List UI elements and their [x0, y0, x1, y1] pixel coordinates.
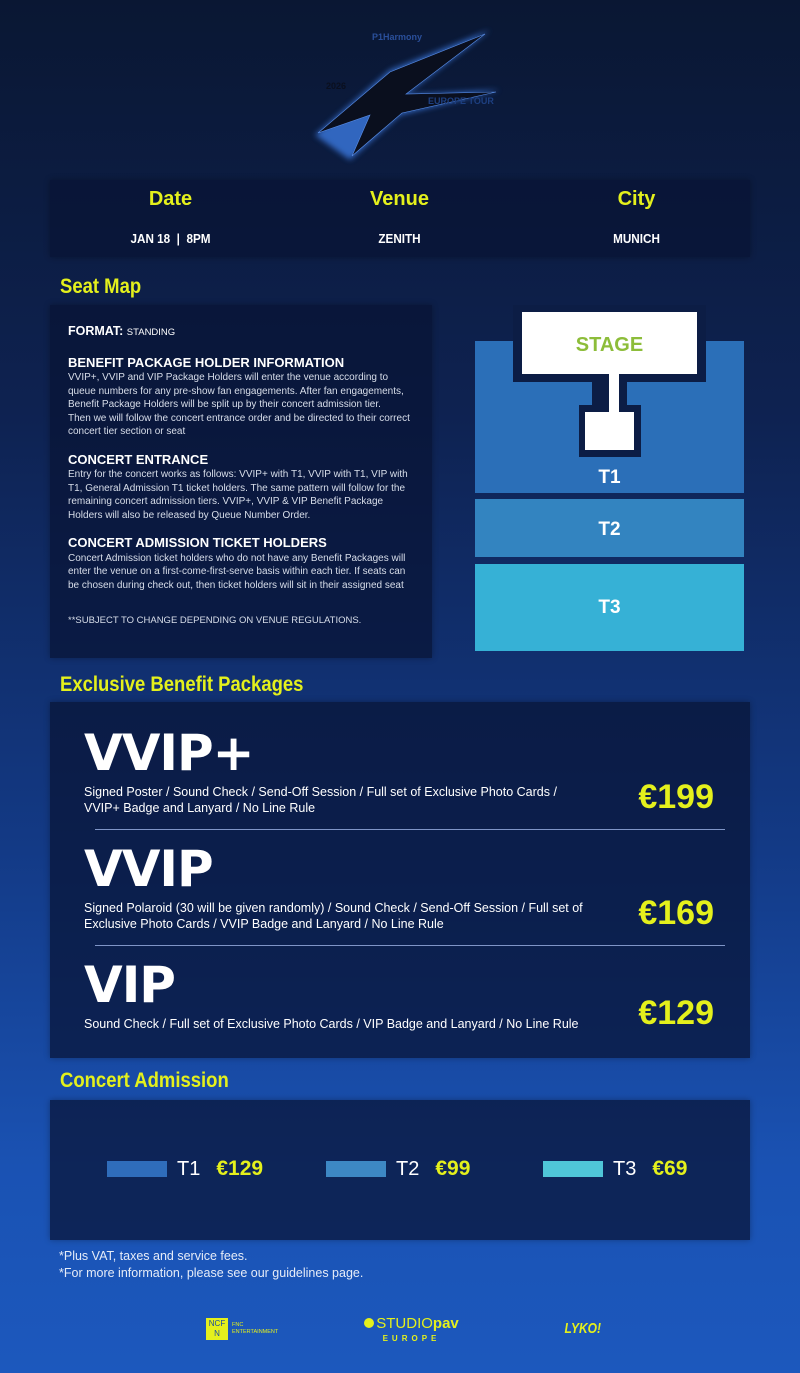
format-label: FORMAT:: [68, 324, 124, 338]
packages-panel: [50, 702, 750, 1058]
tier-price: €129: [216, 1157, 264, 1180]
date-label: Date: [148, 188, 193, 210]
admission-tier-t1: [107, 1157, 263, 1181]
seat-info-panel: [50, 305, 432, 658]
city-value: MUNICH: [613, 231, 660, 246]
tier-swatch: [326, 1161, 386, 1177]
admission-tier-t2: [326, 1157, 470, 1181]
package-name: VVIP: [84, 840, 213, 898]
event-info-panel: [50, 180, 750, 257]
section-body: Concert Admission ticket holders who do not have any Benefit Packages will enter the venue on a first-come-first-serve basis within each tier. If seats can be chosen during check out, then ticket holders will sit in their assigned seat: [68, 552, 406, 591]
admission-tier-t3: [543, 1157, 687, 1181]
venue-value: ZENITH: [378, 231, 421, 246]
runway: [609, 374, 619, 414]
admission-title: Concert Admission: [60, 1069, 229, 1092]
tier-price: €99: [435, 1157, 471, 1180]
package-description: Signed Poster / Sound Check / Send-Off Session / Full set of Exclusive Photo Cards / VVIP+ Badge and Lanyard / No Line Rule: [84, 785, 557, 815]
tier-price: €69: [652, 1157, 688, 1180]
format-value: STANDING: [126, 327, 176, 338]
logo-tour: EUROPE TOUR: [428, 96, 494, 106]
seat-map-title: Seat Map: [60, 275, 142, 298]
footnotes: [59, 1248, 363, 1282]
tier-label: T1: [177, 1157, 201, 1180]
date-value: JAN 18 | 8PM: [130, 231, 211, 246]
tier-t1-label: T1: [598, 467, 621, 488]
packages-title: Exclusive Benefit Packages: [60, 673, 304, 696]
package-description: Signed Polaroid (30 will be given randomly) / Sound Check / Send-Off Session / Full set of Exclusive Photo Cards / VVIP Badge and Lanyard / No Line Rule: [84, 901, 583, 931]
stage-label: STAGE: [575, 334, 644, 356]
seat-map-diagram: [470, 305, 755, 660]
package-price: €169: [638, 894, 714, 932]
format-row: [68, 325, 414, 340]
package-price: €129: [638, 994, 714, 1032]
section-heading: BENEFIT PACKAGE HOLDER INFORMATION: [68, 354, 345, 370]
disclaimer: **SUBJECT TO CHANGE DEPENDING ON VENUE REGULATIONS.: [68, 615, 362, 626]
section-heading: CONCERT ENTRANCE: [68, 451, 209, 467]
package-vip: [84, 956, 724, 1032]
section-body: Entry for the concert works as follows: VVIP+ with T1, VVIP with T1, VIP with T1, General Admission T1 ticket holders. The same pattern will follow for the remaining concert admission tiers. VVIP+, VVIP & VIP Benefit Package Holders will also be released by Queue Number Order.: [68, 469, 408, 521]
fnc-name: FNC: [232, 1322, 244, 1328]
platform: [585, 412, 634, 450]
tier-swatch: [543, 1161, 603, 1177]
package-description: Sound Check / Full set of Exclusive Photo Cards / VIP Badge and Lanyard / No Line Rule: [84, 1017, 579, 1031]
venue-label: Venue: [370, 188, 429, 210]
tier-label: T2: [396, 1157, 420, 1180]
venue-column: [283, 180, 516, 246]
footnote: *Plus VAT, taxes and service fees.: [59, 1249, 248, 1263]
section-heading: CONCERT ADMISSION TICKET HOLDERS: [68, 535, 327, 550]
fnc-logo: [206, 1318, 278, 1340]
studiopav-b: pav: [432, 1315, 459, 1332]
package-name: VVIP+: [84, 724, 254, 782]
tier-swatch: [107, 1161, 167, 1177]
tier-t2-label: T2: [598, 519, 621, 540]
package-vvip: [84, 840, 724, 932]
divider: [95, 945, 725, 946]
footnote: *For more information, please see our guidelines page.: [59, 1266, 364, 1280]
package-vvip-plus: [84, 724, 724, 816]
tour-logo: [310, 20, 510, 165]
date-column: [54, 180, 287, 246]
studiopav-logo: [360, 1315, 463, 1343]
studiopav-icon: [364, 1318, 374, 1328]
tier-label: T3: [613, 1157, 637, 1180]
studiopav-sub: EUROPE: [382, 1334, 441, 1343]
package-name: VIP: [84, 956, 175, 1014]
section-body: VVIP+, VVIP and VIP Package Holders will enter the venue according to queue numbers for any pre-show fan engagements. After fan engagements, Benefit Package Holders will be split up by their concert admission tier.: [68, 372, 404, 410]
section-body: Then we will follow the concert entrance order and be directed to their correct concert tier section or seat: [68, 412, 410, 437]
package-price: €199: [638, 778, 714, 816]
tier-t3-label: T3: [598, 597, 621, 618]
divider: [95, 829, 725, 830]
city-label: City: [617, 188, 656, 210]
studiopav-a: STUDIO: [376, 1315, 433, 1332]
city-column: [520, 180, 753, 246]
lyko-logo: LYKO!: [564, 1320, 602, 1337]
logo-year: 2026: [326, 81, 347, 91]
logo-artist: P1Harmony: [372, 32, 423, 42]
fnc-mark: NCFN: [206, 1318, 228, 1340]
fnc-sub: ENTERTAINMENT: [232, 1329, 279, 1335]
